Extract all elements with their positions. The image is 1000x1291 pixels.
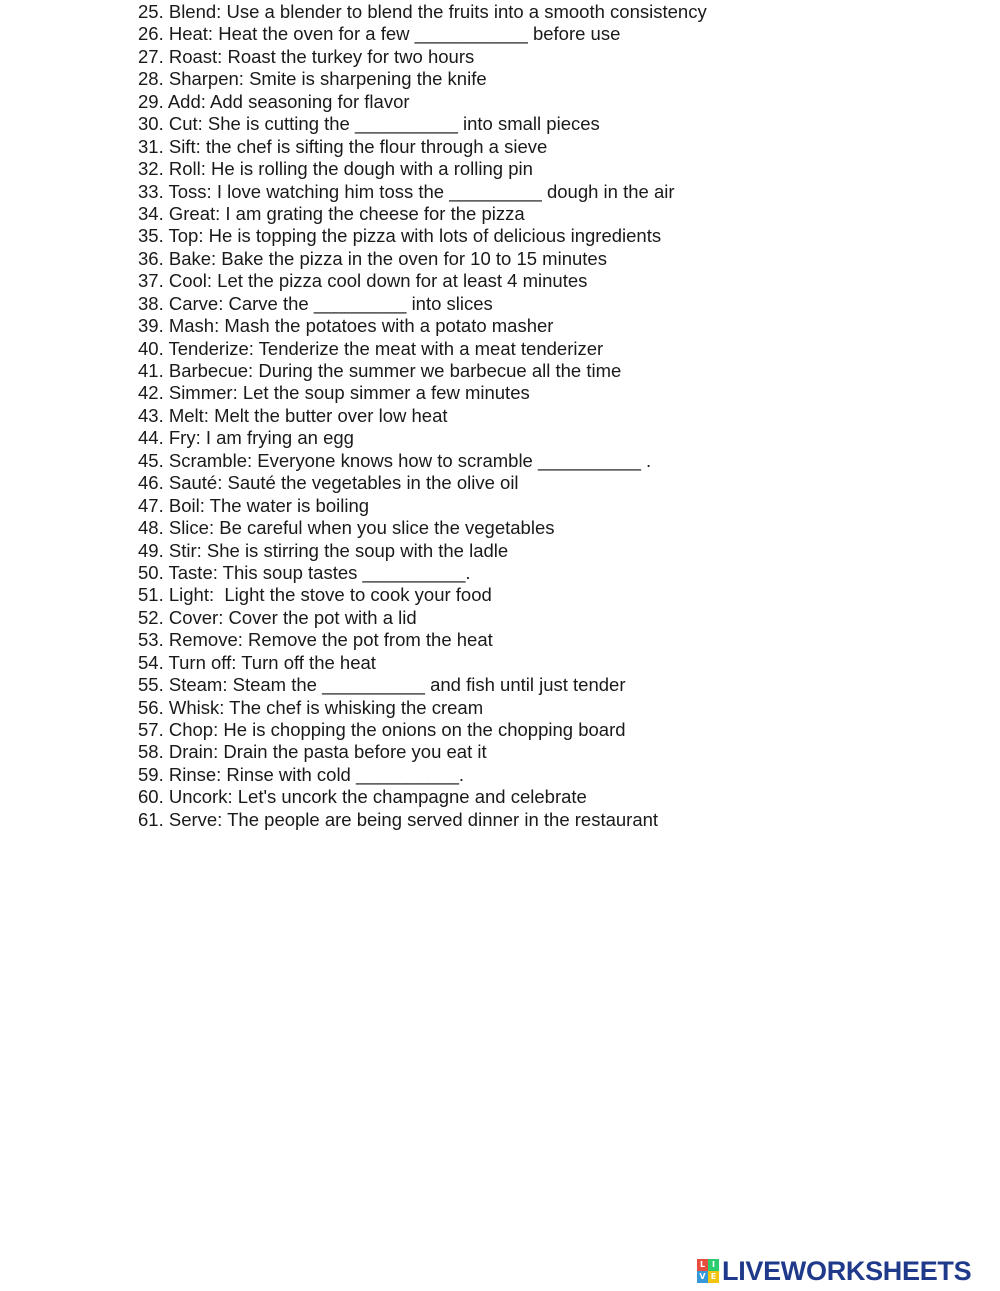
worksheet-line: 32. Roll: He is rolling the dough with a rolling pin (138, 158, 533, 180)
worksheet-line: 48. Slice: Be careful when you slice the vegetables (138, 517, 555, 539)
worksheet-line: 35. Top: He is topping the pizza with lots of delicious ingredients (138, 225, 662, 247)
liveworksheets-wordmark: LIVEWORKSHEETS (722, 1256, 972, 1286)
worksheet-line: 53. Remove: Remove the pot from the heat (138, 629, 493, 651)
worksheet-line: 46. Sauté: Sauté the vegetables in the olive oil (138, 472, 519, 494)
worksheet-line: 60. Uncork: Let's uncork the champagne and celebrate (138, 786, 587, 808)
logo-letter: L (697, 1259, 708, 1271)
worksheet-line: 41. Barbecue: During the summer we barbecue all the time (138, 360, 622, 381)
worksheet-line: 61. Serve: The people are being served dinner in the restaurant (138, 808, 659, 830)
worksheet-line: 27. Roast: Roast the turkey for two hours (138, 45, 475, 67)
worksheet-line: 55. Steam: Steam the __________ and fish until just tender (138, 674, 626, 696)
worksheet-line: 38. Carve: Carve the _________ into slices (138, 292, 493, 314)
worksheet-line: 49. Stir: She is stirring the soup with the ladle (138, 539, 509, 561)
worksheet-line: 47. Boil: The water is boiling (138, 494, 370, 516)
logo-letter: V (697, 1271, 708, 1283)
worksheet-line: 59. Rinse: Rinse with cold __________. (138, 763, 465, 785)
worksheet-line: 29. Add: Add seasoning for flavor (138, 90, 410, 112)
worksheet-line: 26. Heat: Heat the oven for a few ___________ before use (138, 23, 621, 45)
worksheet-line: 33. Toss: I love watching him toss the _________ dough in the air (138, 180, 675, 202)
worksheet-line: 56. Whisk: The chef is whisking the cream (138, 696, 484, 718)
worksheet-line: 42. Simmer: Let the soup simmer a few minutes (138, 382, 530, 404)
worksheet-line: 44. Fry: I am frying an egg (138, 427, 354, 449)
worksheet-line: 39. Mash: Mash the potatoes with a potato masher (138, 315, 554, 337)
worksheet-line: 58. Drain: Drain the pasta before you eat it (138, 741, 487, 763)
worksheet-line: 51. Light: Light the stove to cook your food (138, 584, 492, 606)
worksheet-line: 57. Chop: He is chopping the onions on the chopping board (138, 719, 626, 740)
worksheet-line: 45. Scramble: Everyone knows how to scramble __________ . (138, 449, 652, 471)
worksheet-line: 37. Cool: Let the pizza cool down for at least 4 minutes (138, 270, 588, 292)
worksheet-line: 52. Cover: Cover the pot with a lid (138, 606, 417, 628)
worksheet-line: 34. Great: I am grating the cheese for the pizza (138, 202, 525, 224)
worksheet-line: 40. Tenderize: Tenderize the meat with a meat tenderizer (138, 337, 604, 359)
worksheet-line: 54. Turn off: Turn off the heat (138, 651, 376, 673)
worksheet-line: 28. Sharpen: Smite is sharpening the knife (138, 68, 487, 90)
worksheet-line: 50. Taste: This soup tastes __________. (138, 561, 471, 583)
worksheet-line: 36. Bake: Bake the pizza in the oven for 10 to 15 minutes (138, 247, 607, 269)
liveworksheets-logo-icon (697, 1259, 719, 1283)
logo-letter: I (708, 1259, 719, 1271)
worksheet-line: 25. Blend: Use a blender to blend the fruits into a smooth consistency (138, 1, 707, 22)
worksheet-line: 30. Cut: She is cutting the __________ into small pieces (138, 113, 600, 135)
worksheet-list (138, 1, 707, 831)
liveworksheets-brand (697, 1257, 971, 1285)
worksheet-line: 43. Melt: Melt the butter over low heat (138, 404, 448, 426)
worksheet-line: 31. Sift: the chef is sifting the flour through a sieve (138, 135, 548, 157)
logo-letter: E (708, 1271, 719, 1283)
